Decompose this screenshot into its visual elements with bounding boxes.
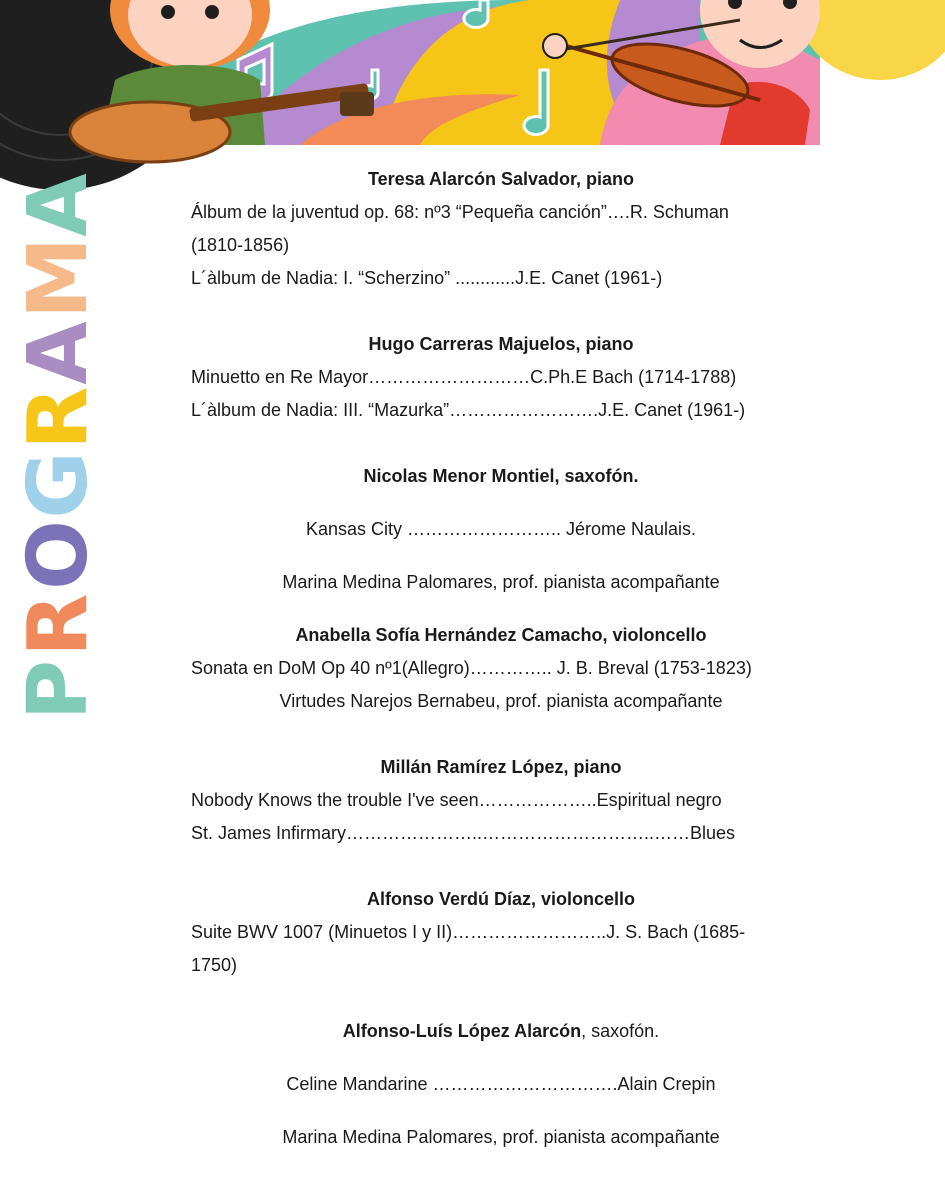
performer-heading: Alfonso Verdú Díaz, violoncello	[366, 889, 636, 909]
piece-line: Nobody Knows the trouble I've seen………………..Espiritual negro	[191, 790, 722, 810]
title-letter-m: M	[11, 237, 106, 319]
accompanist-line: Marina Medina Palomares, prof. pianista acompañante	[282, 1127, 720, 1147]
title-letter-a: A	[11, 173, 106, 237]
accompanist-line: Virtudes Narejos Bernabeu, prof. pianista acompañante	[279, 691, 723, 711]
performer-heading: Nicolas Menor Montiel, saxofón.	[363, 466, 639, 486]
performer-heading: Anabella Sofía Hernández Camacho, violoncello	[295, 625, 707, 645]
title-letter-a: A	[11, 321, 106, 385]
performer-name: Alfonso-Luís López Alarcón	[342, 1021, 582, 1041]
piece-line: Celine Mandarine ………………………….Alain Crepin	[286, 1074, 716, 1094]
header-illustration	[0, 0, 945, 145]
concert-program	[191, 163, 811, 1154]
performer-heading	[191, 1015, 811, 1048]
title-letter-g: G	[11, 451, 106, 519]
piece-line: 1750)	[191, 955, 238, 975]
programa-vertical-title	[11, 170, 106, 721]
title-letter-r: R	[11, 593, 106, 657]
piece-line: Suite BWV 1007 (Minuetos I y II)……………………..J. S. Bach (1685-	[191, 922, 746, 942]
piece-line: L´àlbum de Nadia: III. “Mazurka”…………………….J.E. Canet (1961-)	[191, 400, 746, 420]
piece-line: St. James Infirmary…………………..………………………..……Blues	[191, 823, 736, 843]
performer-heading: Teresa Alarcón Salvador, piano	[367, 169, 635, 189]
accompanist-line: Marina Medina Palomares, prof. pianista acompañante	[282, 572, 720, 592]
piece-line: Minuetto en Re Mayor………………………C.Ph.E Bach (1714-1788)	[191, 367, 737, 387]
piece-line: Álbum de la juventud op. 68: nº3 “Pequeña canción”….R. Schuman	[191, 202, 729, 222]
title-letter-o: O	[11, 520, 106, 590]
title-letter-p: P	[11, 659, 106, 721]
piece-line: (1810-1856)	[191, 235, 290, 255]
piece-line: Sonata en DoM Op 40 nº1(Allegro)………….. J. B. Breval (1753-1823)	[191, 658, 752, 678]
piece-line: Kansas City …………………….. Jérome Naulais.	[305, 519, 697, 539]
performer-instrument: , saxofón.	[581, 1021, 660, 1041]
piece-line: L´àlbum de Nadia: I. “Scherzino” ............J.E. Canet (1961-)	[191, 268, 663, 288]
title-letter-r: R	[11, 386, 106, 450]
performer-heading: Hugo Carreras Majuelos, piano	[368, 334, 634, 354]
performer-heading: Millán Ramírez López, piano	[380, 757, 622, 777]
